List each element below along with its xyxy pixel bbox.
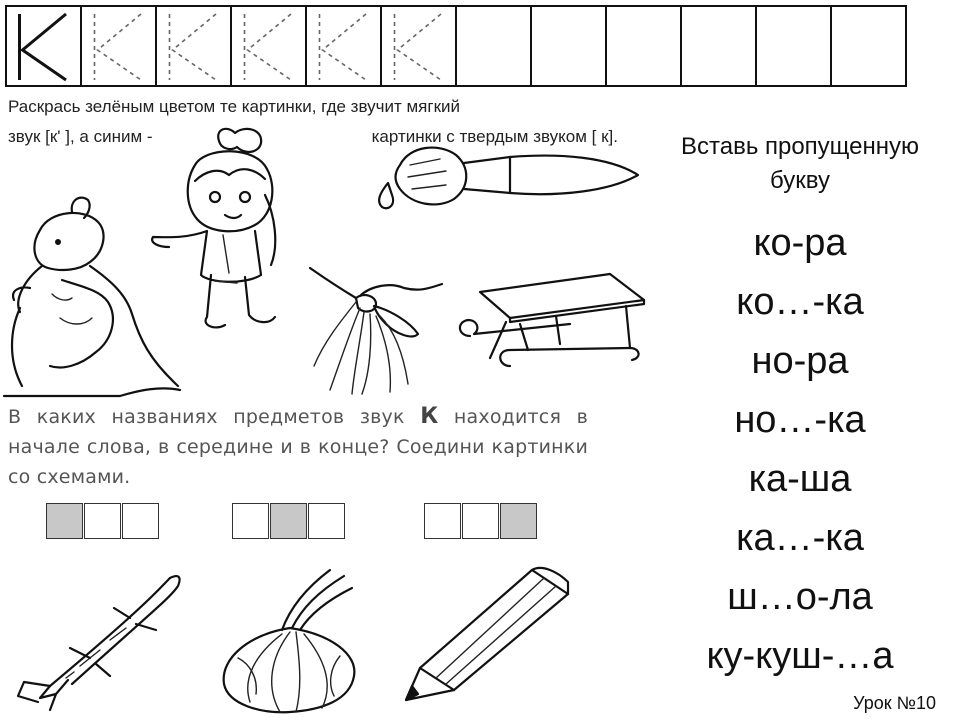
scheme-cell: [308, 503, 345, 539]
letter-cell: [606, 6, 681, 86]
letter-cell: [306, 6, 381, 86]
letter-k-traced: [245, 14, 292, 80]
letter-cell: [6, 6, 81, 86]
insert-title: Вставь пропущенную букву: [680, 133, 920, 194]
mosquito-icon: [300, 262, 448, 398]
scheme-cell: [500, 503, 537, 539]
word-item: ко-ра: [753, 222, 847, 264]
letter-cell: [756, 6, 831, 86]
task2-part1: В каких названиях предметов звук: [8, 406, 421, 428]
letter-cell: [456, 6, 531, 86]
letter-cell: [381, 6, 456, 86]
girl-icon: [145, 125, 295, 347]
scheme-cell: [84, 503, 121, 539]
lesson-number: Урок №10: [853, 693, 936, 713]
letter-k-traced: [170, 14, 217, 80]
scheme-cell: [122, 503, 159, 539]
letter-cell: [531, 6, 606, 86]
word-item: но…-ка: [734, 399, 866, 441]
word-item: ко…-ка: [736, 281, 864, 323]
onion-icon: [210, 568, 380, 716]
sled-icon: [450, 262, 650, 374]
letter-cell: [231, 6, 306, 86]
scheme-cell: [270, 503, 307, 539]
task2-instruction: [8, 402, 588, 492]
scheme-cell: [424, 503, 461, 539]
word-list: [650, 214, 950, 686]
letter-k-traced: [395, 14, 442, 80]
letter-cell: [156, 6, 231, 86]
letter-k-sample: [20, 14, 67, 80]
task2-part2: находится в начале слова, в середине и в конце? Соедини картинки со схемами.: [8, 406, 588, 488]
letter-cell: [681, 6, 756, 86]
letter-k-traced: [95, 14, 142, 80]
scheme-cell: [232, 503, 269, 539]
paintbrush-icon: [370, 135, 642, 215]
pencil-icon: [392, 564, 576, 704]
scheme-cell: [462, 503, 499, 539]
word-item: ка…-ка: [736, 517, 864, 559]
word-item: но-ра: [751, 340, 849, 382]
task1-line2-right: картинки с твердым звуком [ к].: [371, 127, 618, 146]
task2-bold-letter: К: [420, 404, 439, 429]
letter-k-traced: [320, 14, 367, 80]
rocket-icon: [10, 568, 190, 714]
word-item: ш…о-ла: [727, 576, 873, 618]
task1-line1: Раскрась зелёным цветом те картинки, где звучит мягкий: [8, 97, 461, 116]
scheme-cell: [46, 503, 83, 539]
word-item: ка-ша: [748, 458, 852, 500]
letter-cell: [81, 6, 156, 86]
letter-tracing-row: [4, 4, 908, 88]
letter-cell: [831, 6, 906, 86]
task1-line2-left: звук [к' ], а синим -: [8, 127, 153, 146]
word-item: ку-куш-…а: [706, 635, 894, 677]
